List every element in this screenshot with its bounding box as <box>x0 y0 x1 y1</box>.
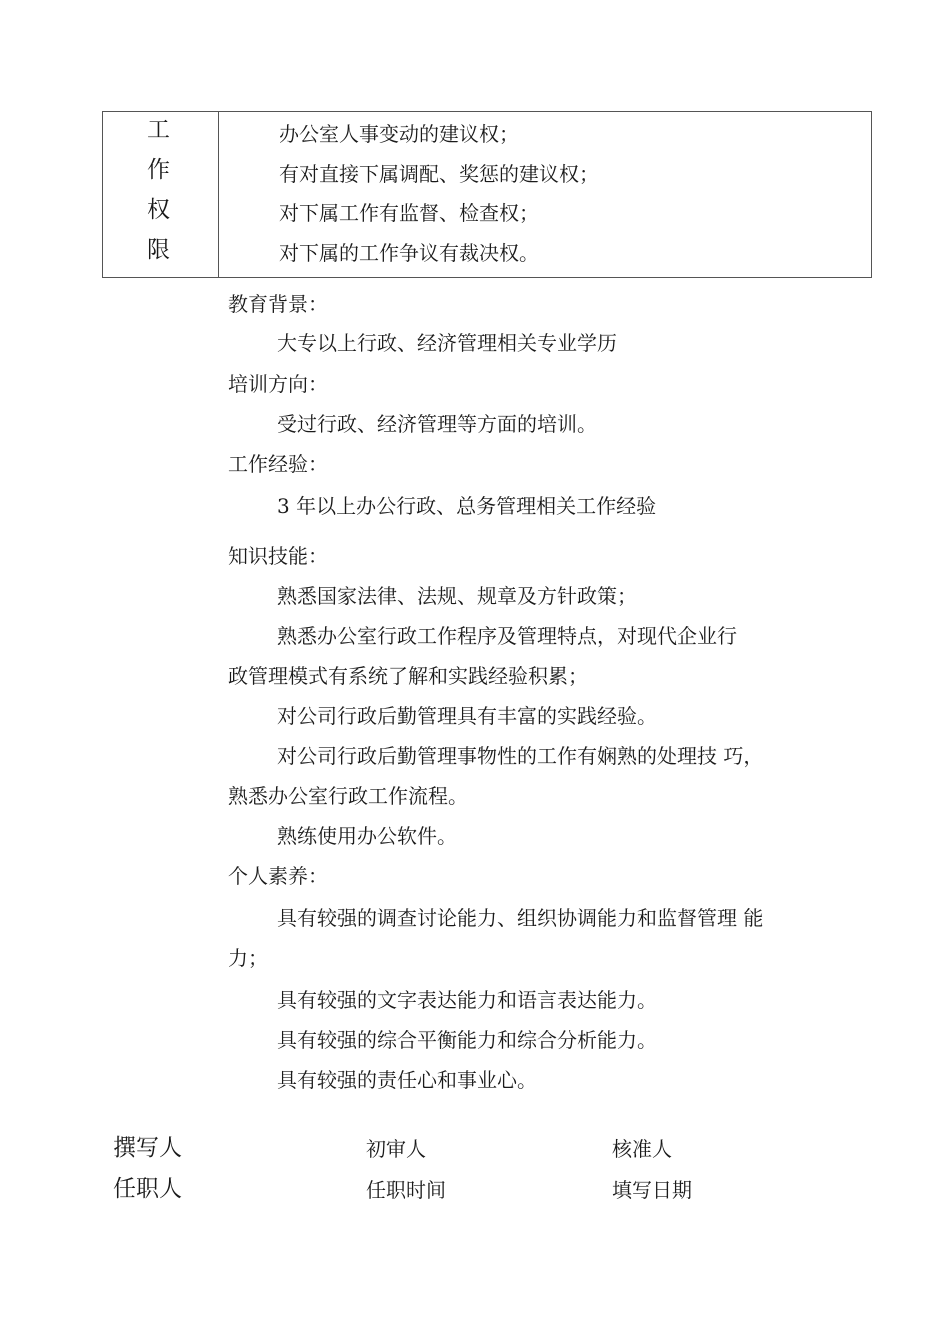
qualities-line: 力； <box>228 946 268 970</box>
authority-label-char: 工 <box>147 117 170 143</box>
skills-line: 熟悉国家法律、法规、规章及方针政策； <box>277 584 637 608</box>
education-line: 大专以上行政、经济管理相关专业学历 <box>277 331 617 355</box>
training-title: 培训方向： <box>228 372 328 396</box>
qualities-title: 个人素养： <box>228 864 328 888</box>
qualities-line: 具有较强的调查讨论能力、组织协调能力和监督管理 能 <box>277 906 764 930</box>
experience-title: 工作经验： <box>228 452 328 476</box>
skills-line: 政管理模式有系统了解和实践经验积累； <box>228 664 588 688</box>
qualities-line: 具有较强的文字表达能力和语言表达能力。 <box>277 988 657 1012</box>
qualities-line: 具有较强的责任心和事业心。 <box>277 1068 537 1092</box>
training-line: 受过行政、经济管理等方面的培训。 <box>277 412 597 436</box>
authority-item: 有对直接下属调配、奖惩的建议权； <box>279 162 599 186</box>
experience-line: 3 年以上办公行政、总务管理相关工作经验 <box>277 494 657 518</box>
qualities-line: 具有较强的综合平衡能力和综合分析能力。 <box>277 1028 657 1052</box>
writer-label: 撰写人 <box>113 1135 182 1161</box>
authority-label-char: 作 <box>147 157 170 183</box>
table-divider <box>218 112 219 277</box>
skills-line: 熟练使用办公软件。 <box>277 824 457 848</box>
authority-item: 对下属的工作争议有裁决权。 <box>279 241 539 265</box>
authority-item: 办公室人事变动的建议权； <box>279 122 519 146</box>
skills-line: 熟悉办公室行政工作流程。 <box>228 784 468 808</box>
skills-line: 对公司行政后勤管理事物性的工作有娴熟的处理技 巧， <box>277 744 764 768</box>
fill-date-label: 填写日期 <box>612 1178 692 1202</box>
approver-label: 核准人 <box>612 1137 672 1161</box>
first-review-label: 初审人 <box>366 1137 426 1161</box>
holder-label: 任职人 <box>113 1176 182 1202</box>
education-title: 教育背景： <box>228 292 328 316</box>
skills-title: 知识技能： <box>228 544 328 568</box>
authority-item: 对下属工作有监督、检查权； <box>279 201 539 225</box>
authority-table <box>102 111 872 278</box>
tenure-time-label: 任职时间 <box>366 1178 446 1202</box>
skills-line: 熟悉办公室行政工作程序及管理特点，对现代企业行 <box>277 624 737 648</box>
skills-line: 对公司行政后勤管理具有丰富的实践经验。 <box>277 704 657 728</box>
authority-label-char: 限 <box>147 237 170 263</box>
authority-label-char: 权 <box>147 197 170 223</box>
